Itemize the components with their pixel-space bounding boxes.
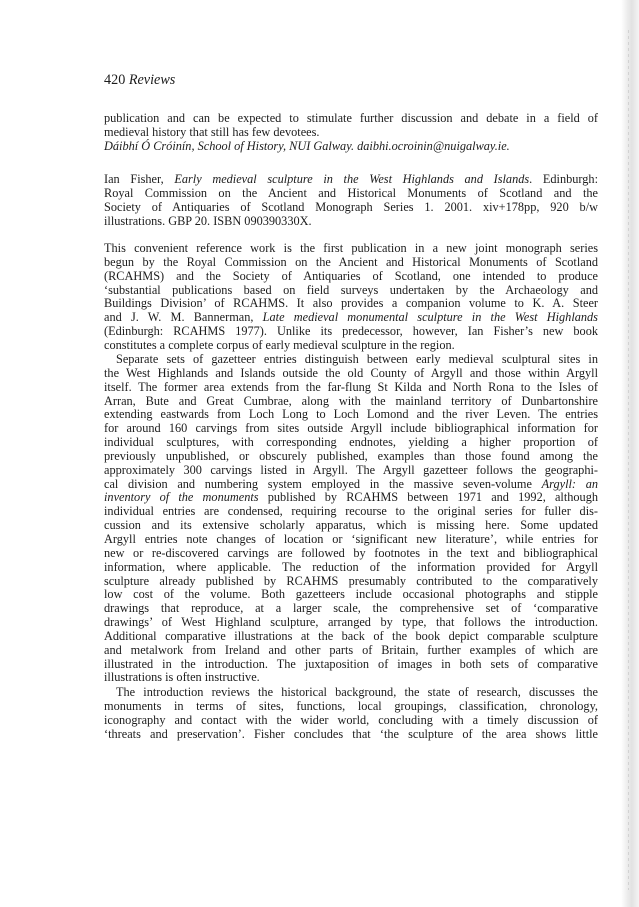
- text-run: low cost of the volume. Both gazetteers include occasional photographs and stipple: [104, 587, 598, 602]
- running-head: [104, 72, 175, 88]
- italic-title-text: Early medieval sculpture in the West Highlands and Islands: [174, 172, 530, 186]
- text-line: [104, 464, 598, 478]
- review-paragraph-2: [104, 353, 598, 685]
- text-run: Argyll entries note changes of location or ‘significant new literature’, while entries for: [104, 531, 598, 546]
- text-line: [104, 256, 598, 270]
- text-run: iconography and contact with the wider world, concluding with a timely discussion of: [104, 712, 598, 727]
- text-line: [104, 215, 598, 229]
- previous-review-continuation: [104, 112, 598, 140]
- page-gutter-edge: [621, 0, 639, 907]
- text-run: begun by the Royal Commission on the Ancient and Historical Monuments of Scotland: [104, 254, 598, 269]
- text-run: individual entries are condensed, requiring recourse to the original series for fuller dis-: [104, 504, 598, 519]
- text-run: and metalwork from Ireland and other parts of Britain, further examples of which are: [104, 642, 598, 657]
- text-run: (RCAHMS) and the Society of Antiquaries of Scotland, one intended to produce: [104, 268, 598, 283]
- text-line: [104, 561, 598, 575]
- text-line: [104, 436, 598, 450]
- text-line: [104, 671, 598, 685]
- text-line: publication and can be expected to stimulate further discussion and debate in a field of: [104, 111, 598, 125]
- text-run: drawings that reproduce, at a larger scale, the comprehensive set of ‘comparative: [104, 601, 598, 616]
- text-line: [104, 395, 598, 409]
- text-line: [104, 381, 598, 395]
- text-line: [104, 588, 598, 602]
- text-run: the West Highlands and Islands outside the old County of Argyll and those within Argyll: [104, 365, 598, 380]
- review-paragraph-3: [104, 686, 598, 741]
- text-line: [104, 700, 598, 714]
- review-paragraph-1: [104, 242, 598, 353]
- text-line: [104, 173, 598, 187]
- text-run: monuments in terms of sites, functions, local groupings, classification, chronology,: [104, 698, 598, 713]
- text-run: information, where applicable. The reduction of the information provided for Argyll: [104, 559, 598, 574]
- text-line: [104, 450, 598, 464]
- text-run: sculpture already published by RCAHMS presumably contributed to the comparatively: [104, 573, 598, 588]
- text-line: [104, 325, 598, 339]
- text-run: illustrated in the introduction. The juxtaposition of images in both sets of comparative: [104, 656, 598, 671]
- text-line: [104, 547, 598, 561]
- text-run: approximately 300 carvings listed in Argyll. The Argyll gazetteer follows the geographi-: [104, 462, 598, 477]
- text-run: and J. W. M. Bannerman,: [104, 310, 263, 325]
- text-run: This convenient reference work is the first publication in a new joint monograph series: [104, 241, 598, 255]
- text-run: ‘threats and preservation’. Fisher concludes that ‘the sculpture of the area shows little: [104, 726, 598, 741]
- text-run: Buildings Division’ of RCAHMS. It also provides a companion volume to K. A. Steer: [104, 296, 598, 311]
- text-line: [104, 658, 598, 672]
- text-run: Society of Antiquaries of Scotland Monograph Series 1. 2001. xiv+178pp, 920 b/w: [104, 199, 598, 214]
- running-head-title: Reviews: [128, 72, 176, 88]
- text-line: [104, 422, 598, 436]
- text-line: [104, 519, 598, 533]
- text-run: Separate sets of gazetteer entries distinguish between early medieval sculptural sites in: [116, 352, 598, 366]
- text-run: drawings’ of West Highland sculpture, arranged by type, that follows the introduction.: [104, 615, 598, 630]
- text-line: [104, 644, 598, 658]
- text-line: [104, 478, 598, 492]
- text-run: itself. The former area extends from the far-flung St Kilda and North Rona to the Isles of: [104, 379, 598, 394]
- text-run: Additional comparative illustrations at the back of the book depict comparable sculpture: [104, 628, 598, 643]
- text-run: constitutes a complete corpus of early medieval sculpture in the region.: [104, 337, 455, 352]
- text-run: previously unpublished, or obscurely published, examples than those found among the: [104, 448, 598, 463]
- text-line: [104, 630, 598, 644]
- text-line: [104, 284, 598, 298]
- text-line: medieval history that still has few devotees.: [104, 124, 320, 139]
- text-line: [104, 408, 598, 422]
- italic-title-text: Late medieval monumental sculpture in the West Highlands: [262, 310, 598, 325]
- text-run: cussion and its extensive scholarly apparatus, which is missing here. Some updated: [104, 518, 598, 533]
- italic-title-text: inventory of the monuments: [104, 490, 259, 505]
- text-line: [104, 187, 598, 201]
- book-citation: [104, 173, 598, 228]
- text-line: [104, 602, 598, 616]
- text-run: Arran, Bute and Great Cumbrae, along with the mainland territory of Dunbartonshire: [104, 393, 598, 408]
- text-line: [104, 616, 598, 630]
- text-line: [104, 575, 598, 589]
- page-number: 420: [104, 72, 126, 88]
- text-line: [104, 728, 598, 742]
- text-line: [104, 491, 598, 505]
- text-line: [104, 686, 598, 700]
- text-line: [104, 270, 598, 284]
- text-run: illustrations. GBP 20. ISBN 090390330X.: [104, 213, 312, 228]
- text-line: [104, 339, 598, 353]
- text-run: published by RCAHMS between 1971 and 1992, although: [258, 490, 598, 505]
- text-run: Ian Fisher,: [104, 172, 175, 186]
- text-line: [104, 242, 598, 256]
- text-run: for around 160 carvings from sites outside Argyll include bibliographical information for: [104, 421, 598, 436]
- text-line: [104, 714, 598, 728]
- text-line: [104, 505, 598, 519]
- text-run: ‘substantial publications based on field surveys undertaken by the Archaeology and: [104, 282, 598, 297]
- text-run: illustrations is often instructive.: [104, 670, 260, 685]
- text-run: Royal Commission on the Ancient and Historical Monuments of Scotland and the: [104, 185, 598, 200]
- text-run: individual sculptures, with corresponding endnotes, yielding a higher proportion of: [104, 435, 598, 450]
- text-run: cal division and numbering system employed in the massive seven-volume: [104, 476, 542, 491]
- text-line: [104, 353, 598, 367]
- italic-title-text: Argyll: an: [541, 476, 598, 491]
- text-run: extending eastwards from Loch Long to Loch Lomond and the river Leven. The entries: [104, 407, 598, 422]
- text-run: new or re-discovered carvings are followed by footnotes in the text and bibliographical: [104, 545, 598, 560]
- text-run: The introduction reviews the historical background, the state of research, discusses the: [116, 685, 598, 699]
- text-line: [104, 533, 598, 547]
- text-line: [104, 367, 598, 381]
- text-line: [104, 311, 598, 325]
- text-run: (Edinburgh: RCAHMS 1977). Unlike its predecessor, however, Ian Fisher’s new book: [104, 324, 598, 339]
- reviewer-signature: Dáibhí Ó Cróinín, School of History, NUI Galway. daibhi.ocroinin@nuigalway.ie.: [104, 139, 510, 153]
- text-run: . Edinburgh:: [529, 172, 598, 186]
- text-line: [104, 297, 598, 311]
- text-line: [104, 201, 598, 215]
